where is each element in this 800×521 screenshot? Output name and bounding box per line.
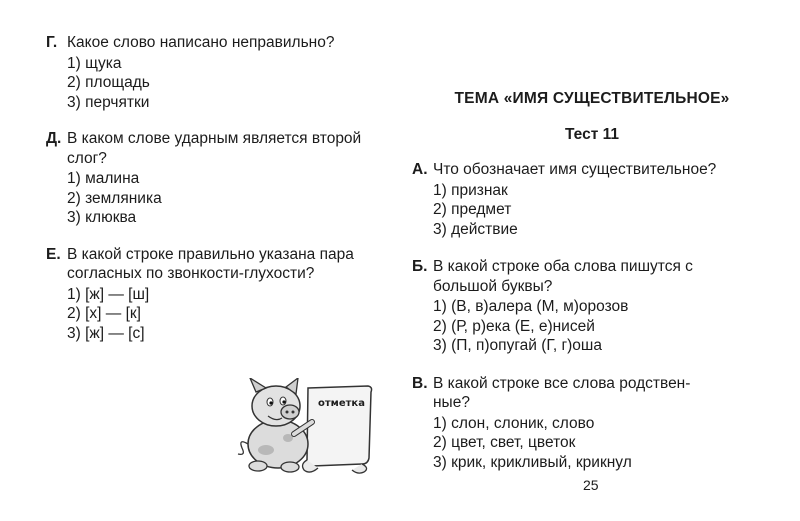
- question-prompt-line: В какой строке оба слова пишутся с: [433, 258, 693, 275]
- question-prompt-line: согласных по звонкости-глухости?: [67, 265, 315, 282]
- left-column: [46, 33, 386, 343]
- question-body: [433, 160, 772, 239]
- answer-option: 3) крик, крикливый, крикнул: [433, 453, 632, 471]
- answer-option: 2) [х] — [к]: [67, 305, 141, 322]
- question-body: [433, 374, 772, 473]
- answer-option: 3) (П, п)опугай (Г, г)оша: [433, 337, 602, 354]
- answer-option: 1) [ж] — [ш]: [67, 285, 150, 303]
- question-prompt-line: ные?: [433, 394, 470, 411]
- question-g: [46, 33, 386, 112]
- question-prompt: [433, 374, 772, 413]
- answer-option: 2) предмет: [433, 201, 512, 218]
- answer-option: 2) площадь: [67, 74, 150, 91]
- question-d: [46, 129, 386, 228]
- question-body: [433, 257, 772, 356]
- answer-option: 1) щука: [67, 54, 122, 72]
- answer-option: 3) перчятки: [67, 93, 150, 111]
- question-v: [412, 374, 772, 473]
- answer-option: 1) признак: [433, 181, 508, 199]
- question-letter: Г.: [46, 34, 58, 51]
- right-column: [412, 90, 772, 472]
- question-letter: А.: [412, 161, 428, 178]
- question-prompt-line: слог?: [67, 149, 107, 167]
- answer-option: 2) цвет, свет, цветок: [433, 434, 576, 451]
- question-prompt: [433, 257, 772, 296]
- question-prompt: Какое слово написано неправильно?: [67, 34, 335, 51]
- question-prompt: Что обозначает имя существительное?: [433, 161, 717, 178]
- answer-option: 3) клюква: [67, 209, 137, 226]
- question-b: [412, 257, 772, 356]
- question-body: [67, 245, 386, 344]
- question-body: [67, 129, 386, 228]
- question-e: [46, 245, 386, 344]
- question-prompt: [67, 129, 386, 168]
- answer-option: 3) [ж] — [с]: [67, 324, 145, 342]
- pig-holding-sign-icon: [228, 378, 374, 476]
- answer-option: 3) действие: [433, 220, 518, 238]
- test-title: Тест 11: [564, 126, 619, 143]
- question-letter: Б.: [412, 258, 428, 275]
- question-body: [67, 33, 386, 112]
- question-prompt-line: В какой строке все слова родствен-: [433, 374, 691, 392]
- grade-label: отметка: [318, 398, 365, 409]
- page-number: 25: [583, 477, 599, 493]
- question-prompt-line: В каком слове ударным является второй: [67, 130, 362, 147]
- pig-illustration: [228, 378, 374, 476]
- question-prompt-line: большой буквы?: [433, 277, 553, 295]
- question-letter: В.: [412, 374, 428, 392]
- answer-option: 1) малина: [67, 170, 140, 187]
- topic-title: ТЕМА «ИМЯ СУЩЕСТВИТЕЛЬНОЕ»: [454, 90, 730, 107]
- question-prompt-line: В какой строке правильно указана пара: [67, 245, 354, 263]
- answer-option: 1) (В, в)алера (М, м)орозов: [433, 298, 629, 315]
- question-prompt: [67, 245, 386, 284]
- answer-option: 2) (Р, р)ека (Е, е)нисей: [433, 317, 595, 335]
- answer-option: 1) слон, слоник, слово: [433, 414, 595, 432]
- question-letter: Е.: [46, 245, 61, 263]
- answer-option: 2) земляника: [67, 189, 162, 207]
- question-letter: Д.: [46, 130, 62, 147]
- question-a: [412, 160, 772, 239]
